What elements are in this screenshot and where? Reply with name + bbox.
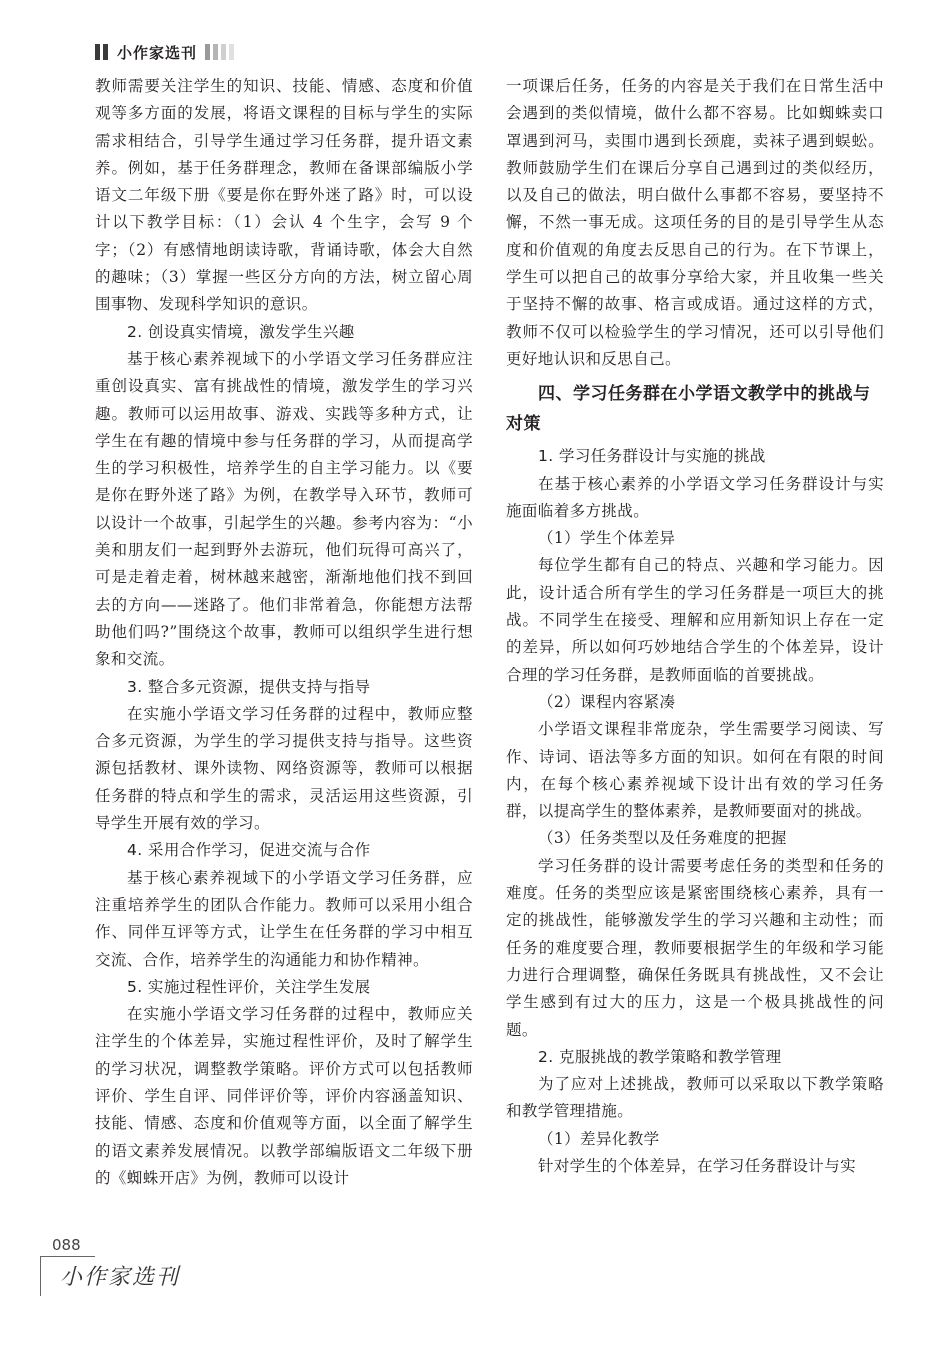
page-number: 088 [52,1236,81,1254]
subheading: 3. 整合多元资源，提供支持与指导 [127,677,371,696]
left-column [95,73,473,1192]
paragraph: 一项课后任务，任务的内容是关于我们在日常生活中会遇到的类似情境，做什么都不容易。比如蜘蛛卖口罩遇到河马，卖围巾遇到长颈鹿，卖袜子遇到蜈蚣。教师鼓励学生们在课后分享自己遇到过的类似经历，以及自己的做法，明白做什么事都不容易，要坚持不懈，不然一事无成。这项任务的目的是引导学生从态度和价值观的角度去反思自己的行为。在下节课上，学生可以把自己的故事分享给大家，并且收集一些关于坚持不懈的故事、格言或成语。通过这样的方式，教师不仅可以检验学生的学习情况，还可以引导他们更好地认识和反思自己。 [506,77,884,368]
header-bar-icon [213,44,218,60]
paragraph: 在实施小学语文学习任务群的过程中，教师应整合多元资源，为学生的学习提供支持与指导。这些资源包括教材、课外读物、网络资源等，教师可以根据任务群的特点和学生的需求，灵活运用这些资源，引导学生开展有效的学习。 [95,704,473,833]
footer-divider [40,1256,95,1257]
paragraph: 为了应对上述挑战，教师可以采取以下教学策略和教学管理措施。 [506,1075,884,1121]
section-heading: 四、学习任务群在小学语文教学中的挑战与对策 [506,384,871,435]
paragraph: 在基于核心素养的小学语文学习任务群设计与实施面临着多方挑战。 [506,474,884,520]
header-bar-icon [103,44,108,60]
sub-subheading: （1）差异化教学 [538,1129,660,1148]
right-column [506,73,884,1180]
paragraph: 在实施小学语文学习任务群的过程中，教师应关注学生的个体差异，实施过程性评价，及时了解学生的学习状况，调整教学策略。评价方式可以包括教师评价、学生自评、同伴评价等，评价内容涵盖知识、技能、情感、态度和价值观等方面，以全面了解学生的语文素养发展情况。以教学部编版语文二年级下册的《蜘蛛开店》为例，教师可以设计 [95,1005,473,1187]
subheading: 2. 创设真实情境，激发学生兴趣 [127,322,355,341]
paragraph: 基于核心素养视域下的小学语文学习任务群应注重创设真实、富有挑战性的情境，激发学生的学习兴趣。教师可以运用故事、游戏、实践等多种方式，让学生在有趣的情境中参与任务群的学习，从而提高学生的学习积极性，培养学生的自主学习能力。以《要是你在野外迷了路》为例，在教学导入环节，教师可以设计一个故事，引起学生的兴趣。参考内容为：“小美和朋友们一起到野外去游玩，他们玩得可高兴了，可是走着走着，树林越来越密，渐渐地他们找不到回去的方向——迷路了。他们非常着急，你能想方法帮助他们吗?”围绕这个故事，教师可以组织学生进行想象和交流。 [95,349,473,669]
paragraph: 针对学生的个体差异，在学习任务群设计与实 [538,1156,857,1175]
subheading: 1. 学习任务群设计与实施的挑战 [538,447,766,466]
journal-logo: 小作家选刊 [60,1265,181,1290]
paragraph: 每位学生都有自己的特点、兴趣和学习能力。因此，设计适合所有学生的学习任务群是一项巨大的挑战。不同学生在接受、理解和应用新知识上存在一定的差异，所以如何巧妙地结合学生的个体差异，设计合理的学习任务群，是教师面临的首要挑战。 [506,556,884,684]
running-header [95,40,237,64]
header-bar-icon [229,44,234,60]
footer-divider [40,1256,41,1296]
header-bar-icon [95,44,100,60]
header-bar-icon [205,44,210,60]
sub-subheading: （1）学生个体差异 [538,529,676,548]
paragraph: 学习任务群的设计需要考虑任务的类型和任务的难度。任务的类型应该是紧密围绕核心素养，具有一定的挑战性，能够激发学生的学习兴趣和主动性；而任务的难度要合理，教师要根据学生的年级和学习能力进行合理调整，确保任务既具有挑战性，又不会让学生感到有过大的压力，这是一个极具挑战性的问题。 [506,856,884,1039]
subheading: 5. 实施过程性评价，关注学生发展 [127,977,371,996]
paragraph: 基于核心素养视域下的小学语文学习任务群，应注重培养学生的团队合作能力。教师可以采用小组合作、同伴互评等方式，让学生在任务群的学习中相互交流、合作，培养学生的沟通能力和协作精神。 [95,868,473,969]
paragraph: 小学语文课程非常庞杂，学生需要学习阅读、写作、诗词、语法等多方面的知识。如何在有限的时间内，在每个核心素养视域下设计出有效的学习任务群，以提高学生的整体素养，是教师要面对的挑战。 [506,720,884,821]
journal-title: 小作家选刊 [117,43,198,62]
sub-subheading: （2）课程内容紧凑 [538,692,676,711]
subheading: 4. 采用合作学习，促进交流与合作 [127,841,371,860]
subheading: 2. 克服挑战的教学策略和教学管理 [538,1047,782,1066]
paragraph: 教师需要关注学生的知识、技能、情感、态度和价值观等多方面的发展，将语文课程的目标与学生的实际需求相结合，引导学生通过学习任务群，提升语文素养。例如，基于任务群理念，教师在备课部编版小学语文二年级下册《要是你在野外迷了路》时，可以设计以下教学目标：（1）会认 4 个生字，会写 9 个字；（2）有感情地朗读诗歌，背诵诗歌，体会大自然的趣味；（3）掌握一些区分方向的方法，树立留心周围事物、发现科学知识的意识。 [95,77,473,314]
sub-subheading: （3）任务类型以及任务难度的把握 [538,829,787,848]
header-bar-icon [221,44,226,60]
